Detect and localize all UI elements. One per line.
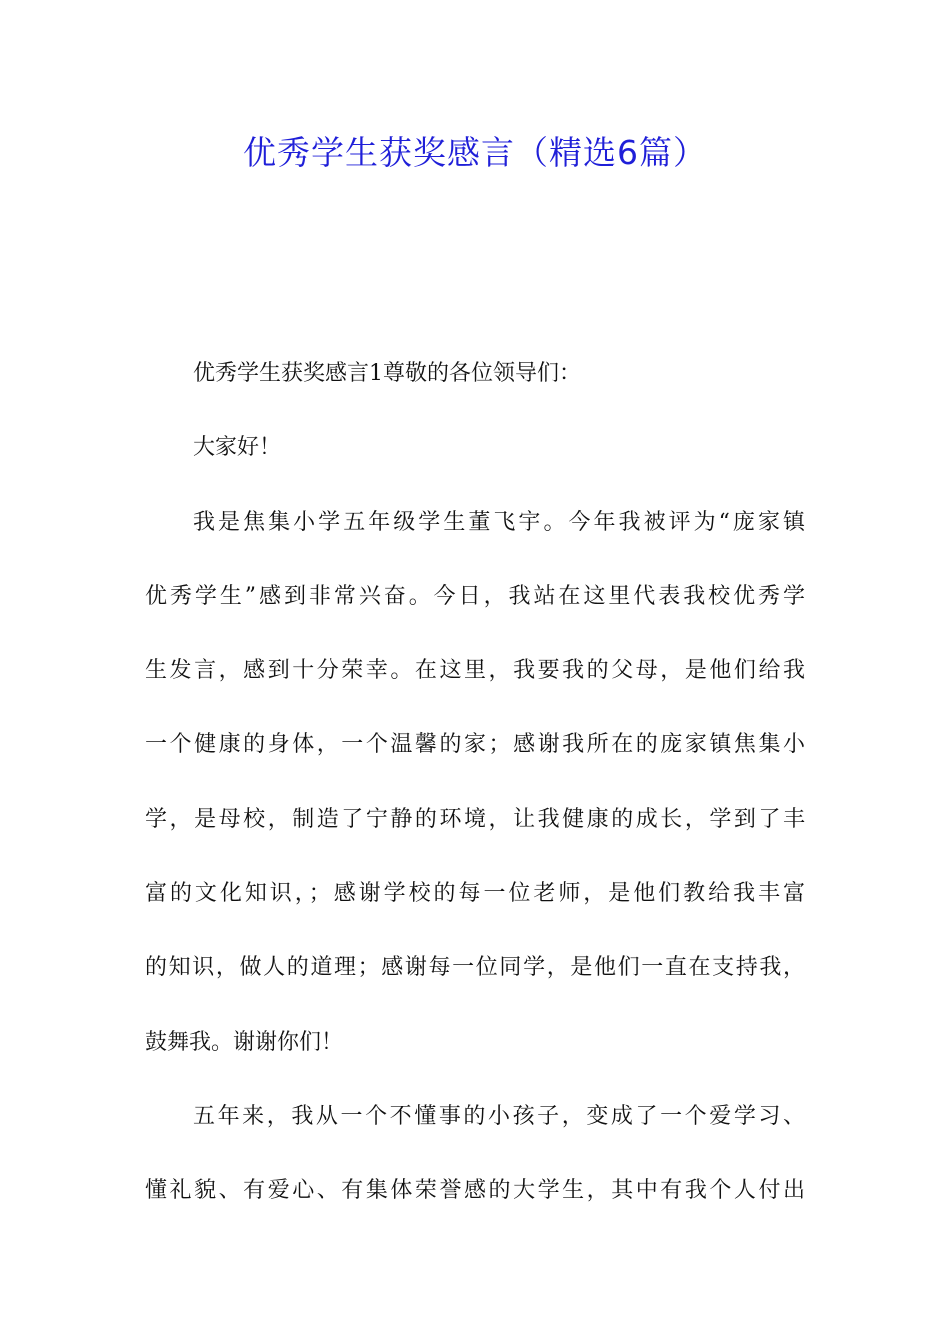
paragraph-line: 鼓舞我。谢谢你们！ xyxy=(145,1029,344,1055)
paragraph-line: 优秀学生获奖感言1尊敬的各位领导们： xyxy=(193,361,581,386)
paragraph-line: 的知识，做人的道理；感谢每一位同学，是他们一直在支持我， xyxy=(145,955,805,981)
paragraph-line: 生发言，感到十分荣幸。在这里，我要我的父母，是他们给我 xyxy=(145,658,805,684)
paragraph-growth xyxy=(145,1080,805,1229)
paragraph-main xyxy=(145,486,805,1080)
document-title: 优秀学生获奖感言（精选6篇） xyxy=(243,133,707,172)
paragraph-line: 学，是母校，制造了宁静的环境，让我健康的成长，学到了丰 xyxy=(145,806,805,832)
paragraph-line: 富的文化知识，；感谢学校的每一位老师，是他们教给我丰富 xyxy=(145,881,805,907)
paragraph-line: 懂礼貌、有爱心、有集体荣誉感的大学生，其中有我个人付出 xyxy=(145,1178,805,1204)
paragraph-line: 大家好！ xyxy=(193,435,282,461)
paragraph-greeting xyxy=(145,411,805,485)
paragraph-salutation xyxy=(145,337,805,411)
paragraph-line: 优秀学生”感到非常兴奋。今日，我站在这里代表我校优秀学 xyxy=(145,583,805,609)
paragraph-line: 我是焦集小学五年级学生董飞宇。今年我被评为“庞家镇 xyxy=(193,509,805,535)
paragraph-line: 五年来，我从一个不懂事的小孩子，变成了一个爱学习、 xyxy=(193,1103,805,1129)
document-body xyxy=(145,337,805,1229)
paragraph-line: 一个健康的身体，一个温馨的家；感谢我所在的庞家镇焦集小 xyxy=(145,732,805,758)
